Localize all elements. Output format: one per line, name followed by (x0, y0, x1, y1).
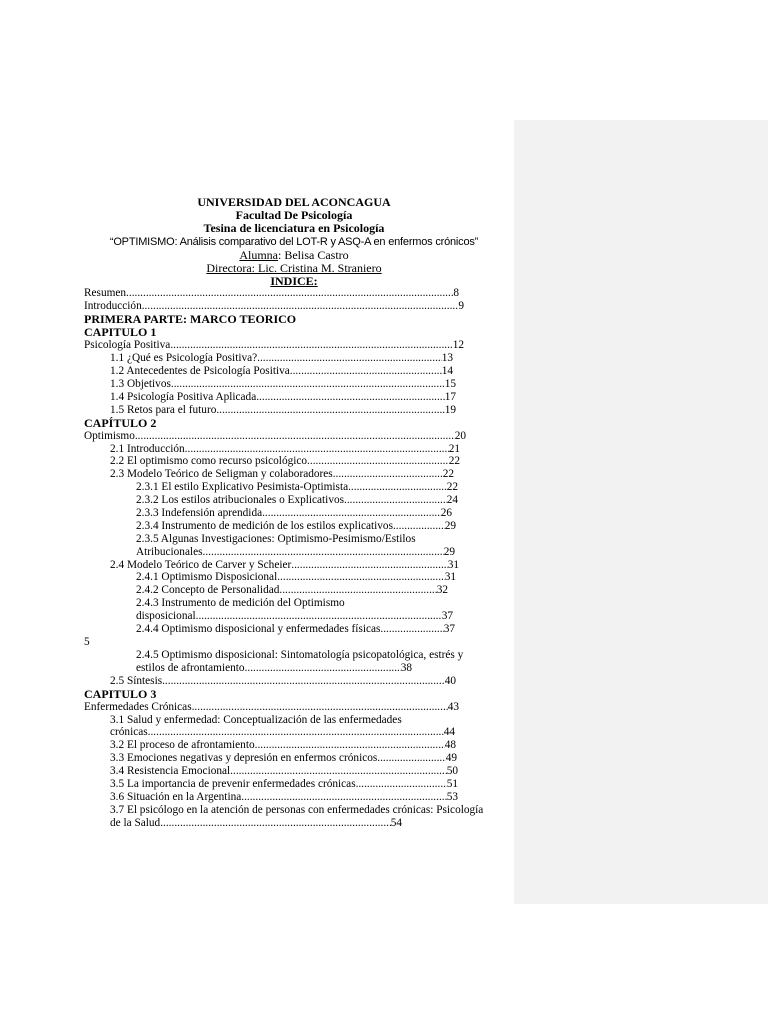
toc-entry-3-1: crónicas ..... 44 (84, 726, 455, 739)
toc-entry-2-3-1: 2.3.1 El estilo Explicativo Pesimista-Optimista ..... 22 (84, 481, 458, 494)
toc-entry-3-7-line1: 3.7 El psicólogo en la atención de personas con enfermedades crónicas: Psicología (110, 803, 484, 816)
toc-entry-3-7: de la Salud ..... 54 (84, 817, 402, 830)
director-text: Directora: Lic. Cristina M. Straniero (206, 261, 382, 276)
toc-entry-1-5: 1.5 Retos para el futuro ..... 19 (84, 404, 456, 417)
comment-margin-panel (514, 120, 768, 904)
toc-entry-optimismo: Optimismo ..... 20 (84, 430, 466, 443)
toc-entry-introduccion: Introducción ..... 9 (84, 300, 464, 313)
toc-entry-3-1-line1: 3.1 Salud y enfermedad: Conceptualización de las enfermedades (110, 713, 402, 726)
toc-entry-resumen: Resumen ..... 8 (84, 287, 459, 300)
toc-entry-1-2: 1.2 Antecedentes de Psicología Positiva ..... 14 (84, 365, 453, 378)
thesis-title: “OPTIMISMO: Análisis comparativo del LOT-R y ASQ-A en enfermos crónicos” (109, 235, 479, 248)
student-label: Alumna (239, 247, 278, 262)
chapter-3-heading: CAPITULO 3 (84, 686, 157, 701)
toc-entry-2-3: 2.3 Modelo Teórico de Seligman y colaboradores ..... 22 (84, 468, 454, 481)
toc-entry-2-2: 2.2 El optimismo como recurso psicológico ..... 22 (84, 455, 460, 468)
index-title: INDICE: (270, 274, 318, 289)
chapter-1-heading: CAPITULO 1 (84, 324, 157, 339)
toc-entry-2-4-5: estilos de afrontamiento ..... 38 (84, 662, 412, 675)
chapter-2-heading: CAPÍTULO 2 (84, 415, 157, 430)
toc-entry-2-4-3-line1: 2.4.3 Instrumento de medición del Optimismo (136, 597, 345, 610)
part-heading: PRIMERA PARTE: MARCO TEORICO (84, 311, 297, 326)
degree-name: Tesina de licenciatura en Psicología (203, 221, 385, 236)
toc-entry-2-4-5-line1: 2.4.5 Optimismo disposicional: Sintomatología psicopatológica, estrés y (136, 648, 464, 661)
toc-entry-2-3-4: 2.3.4 Instrumento de medición de los estilos explicativos ..... 29 (84, 520, 456, 533)
toc-entry-2-3-3: 2.3.3 Indefensión aprendida ..... 26 (84, 507, 452, 520)
toc-entry-psicologia-positiva: Psicología Positiva ..... 12 (84, 339, 464, 352)
toc-entry-enfermedades-cronicas: Enfermedades Crónicas ..... 43 (84, 701, 459, 714)
toc-entry-3-4: 3.4 Resistencia Emocional ..... 50 (84, 765, 458, 778)
toc-entry-2-1: 2.1 Introducción ..... 21 (84, 443, 460, 456)
toc-entry-2-3-5-line1: 2.3.5 Algunas Investigaciones: Optimismo-Pesimismo/Estilos (136, 532, 416, 545)
toc-entry-2-5: 2.5 Síntesis ..... 40 (84, 675, 456, 688)
toc-entry-3-6: 3.6 Situación en la Argentina ..... 53 (84, 791, 458, 804)
page-number: 5 (84, 635, 90, 648)
toc-entry-3-3: 3.3 Emociones negativas y depresión en enfermos crónicos ..... 49 (84, 752, 457, 765)
toc-entry-1-4: 1.4 Psicología Positiva Aplicada ..... 17 (84, 391, 456, 404)
toc-entry-2-4-4: 2.4.4 Optimismo disposicional y enfermedades físicas ..... 37 (84, 623, 455, 636)
toc-entry-3-2: 3.2 El proceso de afrontamiento ..... 48 (84, 739, 456, 752)
faculty-name: Facultad De Psicología (235, 208, 353, 223)
toc-entry-2-4-1: 2.4.1 Optimismo Disposicional ..... 31 (84, 571, 456, 584)
toc-entry-2-3-2: 2.3.2 Los estilos atribucionales o Explicativos ..... 24 (84, 494, 458, 507)
title-block (84, 196, 504, 288)
toc-entry-2-3-5: Atribucionales ..... 29 (84, 546, 455, 559)
table-of-contents (84, 287, 508, 830)
toc-entry-1-3: 1.3 Objetivos ..... 15 (84, 378, 456, 391)
university-name: UNIVERSIDAD DEL ACONCAGUA (197, 195, 391, 209)
student-name: : Belisa Castro (278, 247, 349, 262)
toc-entry-2-4-3: disposicional ..... 37 (84, 610, 453, 623)
toc-entry-1-1: 1.1 ¿Qué es Psicología Positiva? ..... 13 (84, 352, 453, 365)
toc-entry-2-4-2: 2.4.2 Concepto de Personalidad ..... 32 (84, 584, 448, 597)
toc-entry-2-4: 2.4 Modelo Teórico de Carver y Scheier ..... 31 (84, 559, 459, 572)
toc-entry-3-5: 3.5 La importancia de prevenir enfermedades crónicas ..... 51 (84, 778, 458, 791)
